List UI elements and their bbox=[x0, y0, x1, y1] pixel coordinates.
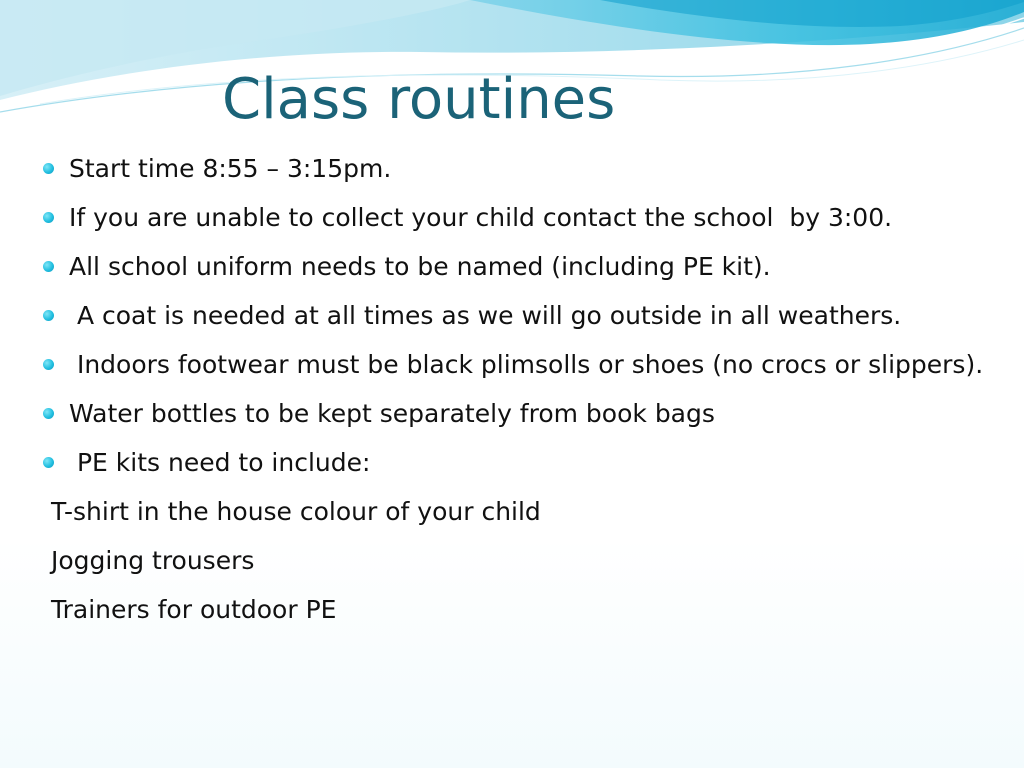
bullet-item-coat bbox=[0, 295, 1024, 336]
bullet-text: All school uniform needs to be named (including PE kit). bbox=[69, 252, 771, 281]
bullet-text: Start time 8:55 – 3:15pm. bbox=[69, 154, 392, 183]
pe-kit-item-jogging-trousers: Jogging trousers bbox=[51, 546, 255, 575]
pe-kit-item-trainers: Trainers for outdoor PE bbox=[51, 595, 337, 624]
bullet-text: PE kits need to include: bbox=[69, 448, 371, 477]
bullet-icon bbox=[43, 212, 54, 223]
bullet-item-footwear bbox=[0, 344, 1024, 385]
bullet-icon bbox=[43, 359, 54, 370]
bullet-item-water-bottles bbox=[0, 393, 1024, 434]
bullet-item-uniform bbox=[0, 246, 1024, 287]
bullet-list bbox=[0, 148, 1024, 483]
bullet-text: Water bottles to be kept separately from book bags bbox=[69, 399, 715, 428]
slide-content bbox=[0, 148, 1024, 638]
bullet-icon bbox=[43, 261, 54, 272]
bullet-text: If you are unable to collect your child contact the school by 3:00. bbox=[69, 203, 893, 232]
bullet-text: A coat is needed at all times as we will go outside in all weathers. bbox=[69, 301, 902, 330]
bullet-icon bbox=[43, 457, 54, 468]
bullet-item-collect-child bbox=[0, 197, 1024, 238]
bullet-item-start-time bbox=[0, 148, 1024, 189]
slide-title: Class routines bbox=[222, 67, 616, 132]
bullet-icon bbox=[43, 310, 54, 321]
pe-kit-item-tshirt: T-shirt in the house colour of your child bbox=[51, 497, 541, 526]
bullet-icon bbox=[43, 408, 54, 419]
bullet-text: Indoors footwear must be black plimsolls or shoes (no crocs or slippers). bbox=[69, 350, 984, 379]
bullet-icon bbox=[43, 163, 54, 174]
bullet-item-pe-kits bbox=[0, 442, 1024, 483]
